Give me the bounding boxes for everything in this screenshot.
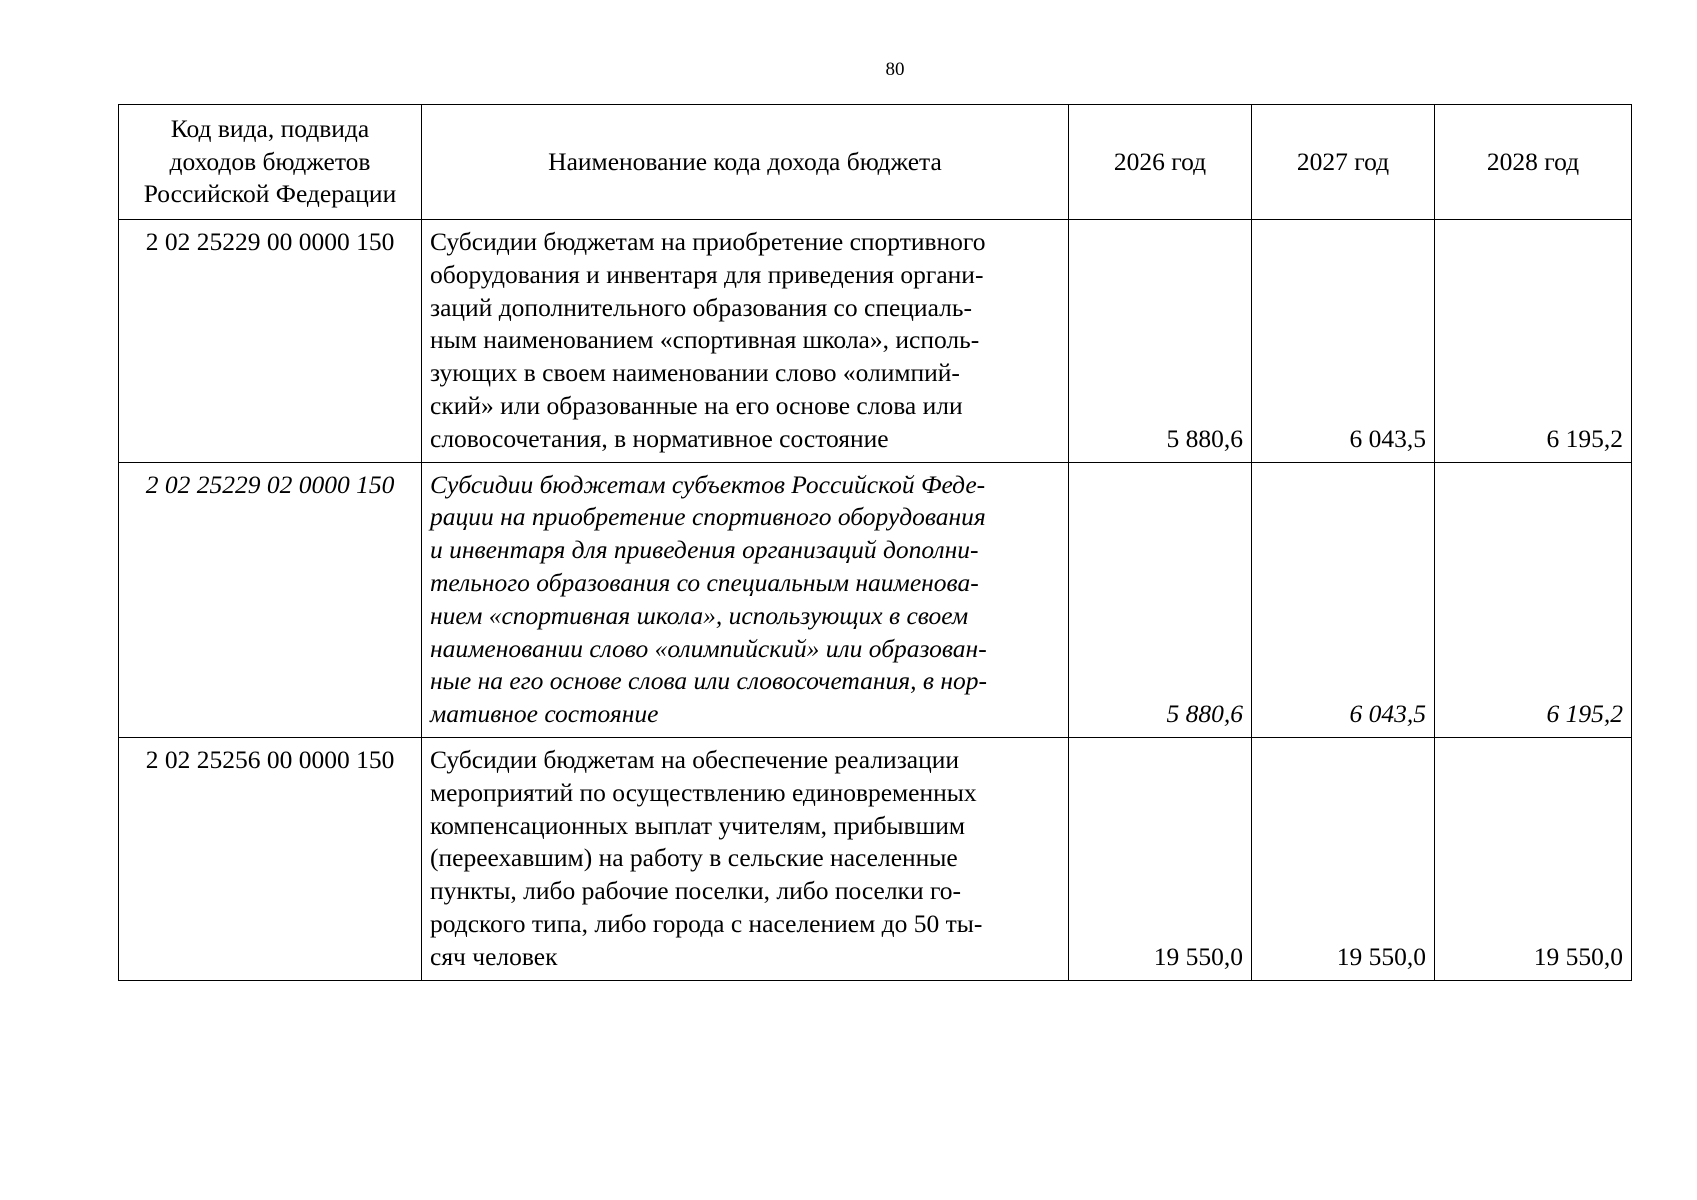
- row-name-line: пункты, либо рабочие поселки, либо поселки го-: [430, 876, 962, 906]
- row-name: [422, 737, 1069, 980]
- page-number: 80: [885, 59, 905, 80]
- row-code: 2 02 25256 00 0000 150: [119, 737, 422, 980]
- row-name: [422, 462, 1069, 737]
- row-value-2026: 5 880,6: [1069, 462, 1252, 737]
- header-code: [119, 105, 422, 220]
- row-name-line: родского типа, либо города с населением до 50 ты-: [430, 908, 983, 938]
- header-name: Наименование кода дохода бюджета: [422, 105, 1069, 220]
- row-value-2028: 6 195,2: [1435, 220, 1632, 463]
- row-name-line: сяч человек: [430, 941, 558, 971]
- budget-revenue-table: [118, 104, 1632, 981]
- row-name: [422, 220, 1069, 463]
- header-year-2028: 2028 год: [1435, 105, 1632, 220]
- row-code: 2 02 25229 00 0000 150: [119, 220, 422, 463]
- table-row: [119, 737, 1632, 980]
- row-value-2028: 6 195,2: [1435, 462, 1632, 737]
- row-name-line: ные на его основе слова или словосочетания, в нор-: [430, 666, 987, 696]
- header-code-line: Код вида, подвида: [170, 113, 370, 143]
- row-name-line: наименовании слово «олимпийский» или образован-: [430, 633, 987, 663]
- row-name-line: рации на приобретение спортивного оборудования: [430, 502, 986, 532]
- table-row: [119, 462, 1632, 737]
- row-name-line: оборудования и инвентаря для приведения органи-: [430, 259, 984, 289]
- header-code-line: Российской Федерации: [143, 179, 397, 209]
- row-name-line: (переехавшим) на работу в сельские населенные: [430, 843, 958, 873]
- header-code-line: доходов бюджетов: [169, 146, 371, 176]
- row-name-line: нием «спортивная школа», использующих в своем: [430, 600, 969, 630]
- row-name-line: ным наименованием «спортивная школа», исполь-: [430, 325, 980, 355]
- header-year-2026: 2026 год: [1069, 105, 1252, 220]
- row-name-line: Субсидии бюджетам субъектов Российской Феде-: [430, 469, 986, 499]
- row-value-2028: 19 550,0: [1435, 737, 1632, 980]
- row-name-line: мативное состояние: [430, 699, 659, 729]
- row-name-line: заций дополнительного образования со специаль-: [430, 292, 972, 322]
- row-name-line: Субсидии бюджетам на приобретение спортивного: [430, 227, 986, 256]
- row-name-line: словосочетания, в нормативное состояние: [430, 423, 889, 453]
- row-value-2027: 6 043,5: [1252, 462, 1435, 737]
- row-name-line: зующих в своем наименовании слово «олимпий-: [430, 358, 960, 388]
- row-name-line: и инвентаря для приведения организаций дополни-: [430, 535, 979, 565]
- row-name-line: мероприятий по осуществлению единовременных: [430, 777, 977, 807]
- row-value-2027: 19 550,0: [1252, 737, 1435, 980]
- row-name-line: Субсидии бюджетам на обеспечение реализации: [430, 744, 960, 774]
- table-header-row: [119, 105, 1632, 220]
- row-name-line: компенсационных выплат учителям, прибывшим: [430, 810, 966, 840]
- row-value-2027: 6 043,5: [1252, 220, 1435, 463]
- row-value-2026: 19 550,0: [1069, 737, 1252, 980]
- row-name-line: ский» или образованные на его основе слова или: [430, 390, 963, 420]
- table-row: [119, 220, 1632, 463]
- row-code: 2 02 25229 02 0000 150: [119, 462, 422, 737]
- row-name-line: тельного образования со специальным наименова-: [430, 567, 979, 597]
- row-value-2026: 5 880,6: [1069, 220, 1252, 463]
- header-year-2027: 2027 год: [1252, 105, 1435, 220]
